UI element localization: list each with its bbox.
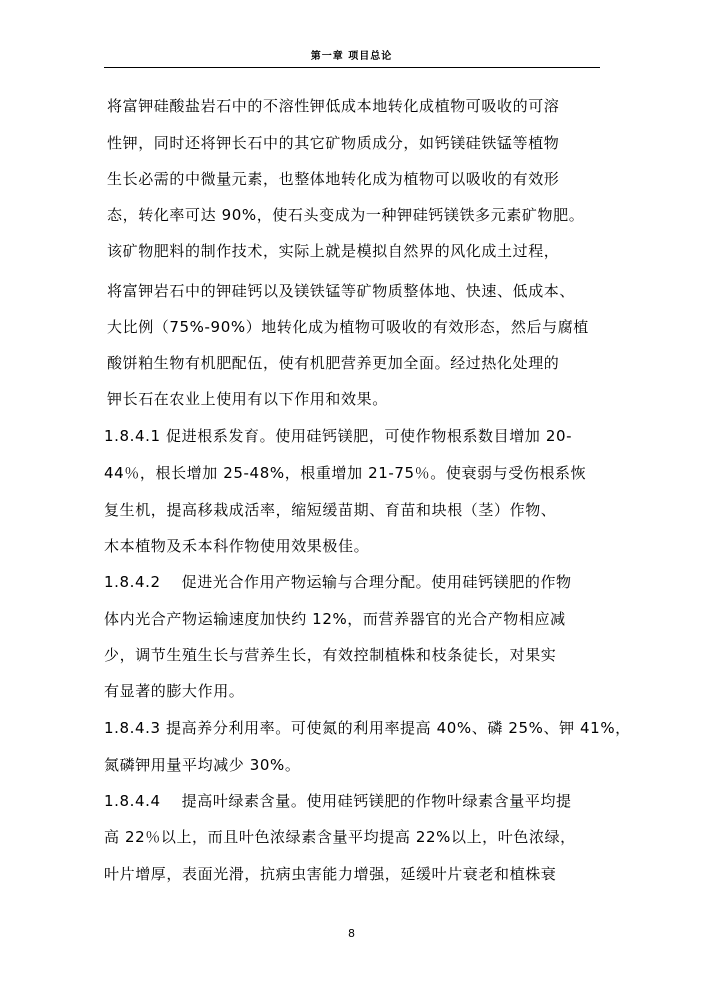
body-line: 1.8.4.1 促进根系发育。使用硅钙镁肥，可使作物根系数目增加 20- [104, 427, 573, 445]
body-line: 该矿物肥料的制作技术，实际上就是模拟自然界的风化成土过程， [107, 242, 560, 260]
body-line: 少，调节生殖生长与营养生长，有效控制植株和枝条徒长，对果实 [104, 646, 557, 664]
body-line: 氮磷钾用量平均减少 30%。 [104, 756, 301, 774]
body-line: 叶片增厚，表面光滑，抗病虫害能力增强，延缓叶片衰老和植株衰 [104, 865, 557, 883]
page-number: 8 [348, 927, 355, 940]
body-line: 酸饼粕生物有机肥配伍，使有机肥营养更加全面。经过热化处理的 [107, 354, 560, 372]
body-line: 1.8.4.3 提高养分利用率。可使氮的利用率提高 40%、磷 25%、钾 41%， [104, 719, 631, 737]
body-line: 性钾，同时还将钾长石中的其它矿物质成分，如钙镁硅铁锰等植物 [107, 134, 560, 152]
body-line: 复生机，提高移栽成活率，缩短缓苗期、育苗和块根（茎）作物、 [104, 501, 557, 519]
header-rule [104, 67, 600, 68]
body-line: 1.8.4.4 提高叶绿素含量。使用硅钙镁肥的作物叶绿素含量平均提 [104, 792, 572, 810]
body-line: 木本植物及禾本科作物使用效果极佳。 [104, 537, 370, 555]
body-line: 有显著的膨大作用。 [104, 682, 245, 700]
body-line: 1.8.4.2 促进光合作用产物运输与合理分配。使用硅钙镁肥的作物 [104, 573, 572, 591]
body-line: 生长必需的中微量元素，也整体地转化成为植物可以吸收的有效形 [107, 170, 560, 188]
body-line: 将富钾硅酸盐岩石中的不溶性钾低成本地转化成植物可吸收的可溶 [107, 97, 560, 115]
body-line: 态，转化率可达 90%，使石头变成为一种钾硅钙镁铁多元素矿物肥。 [107, 206, 585, 224]
running-header-title: 第一章 项目总论 [310, 51, 393, 62]
body-line: 钾长石在农业上使用有以下作用和效果。 [107, 390, 388, 408]
body-line: 体内光合产物运输速度加快约 12%，而营养器官的光合产物相应减 [104, 610, 566, 628]
body-line: 大比例（75%-90%）地转化成为植物可吸收的有效形态，然后与腐植 [107, 318, 589, 336]
body-line: 高 22％以上，而且叶色浓绿素含量平均提高 22%以上，叶色浓绿， [104, 828, 576, 846]
body-line: 44％，根长增加 25-48%，根重增加 21-75％。使衰弱与受伤根系恢 [104, 464, 587, 482]
body-line: 将富钾岩石中的钾硅钙以及镁铁锰等矿物质整体地、快速、低成本、 [107, 282, 576, 300]
